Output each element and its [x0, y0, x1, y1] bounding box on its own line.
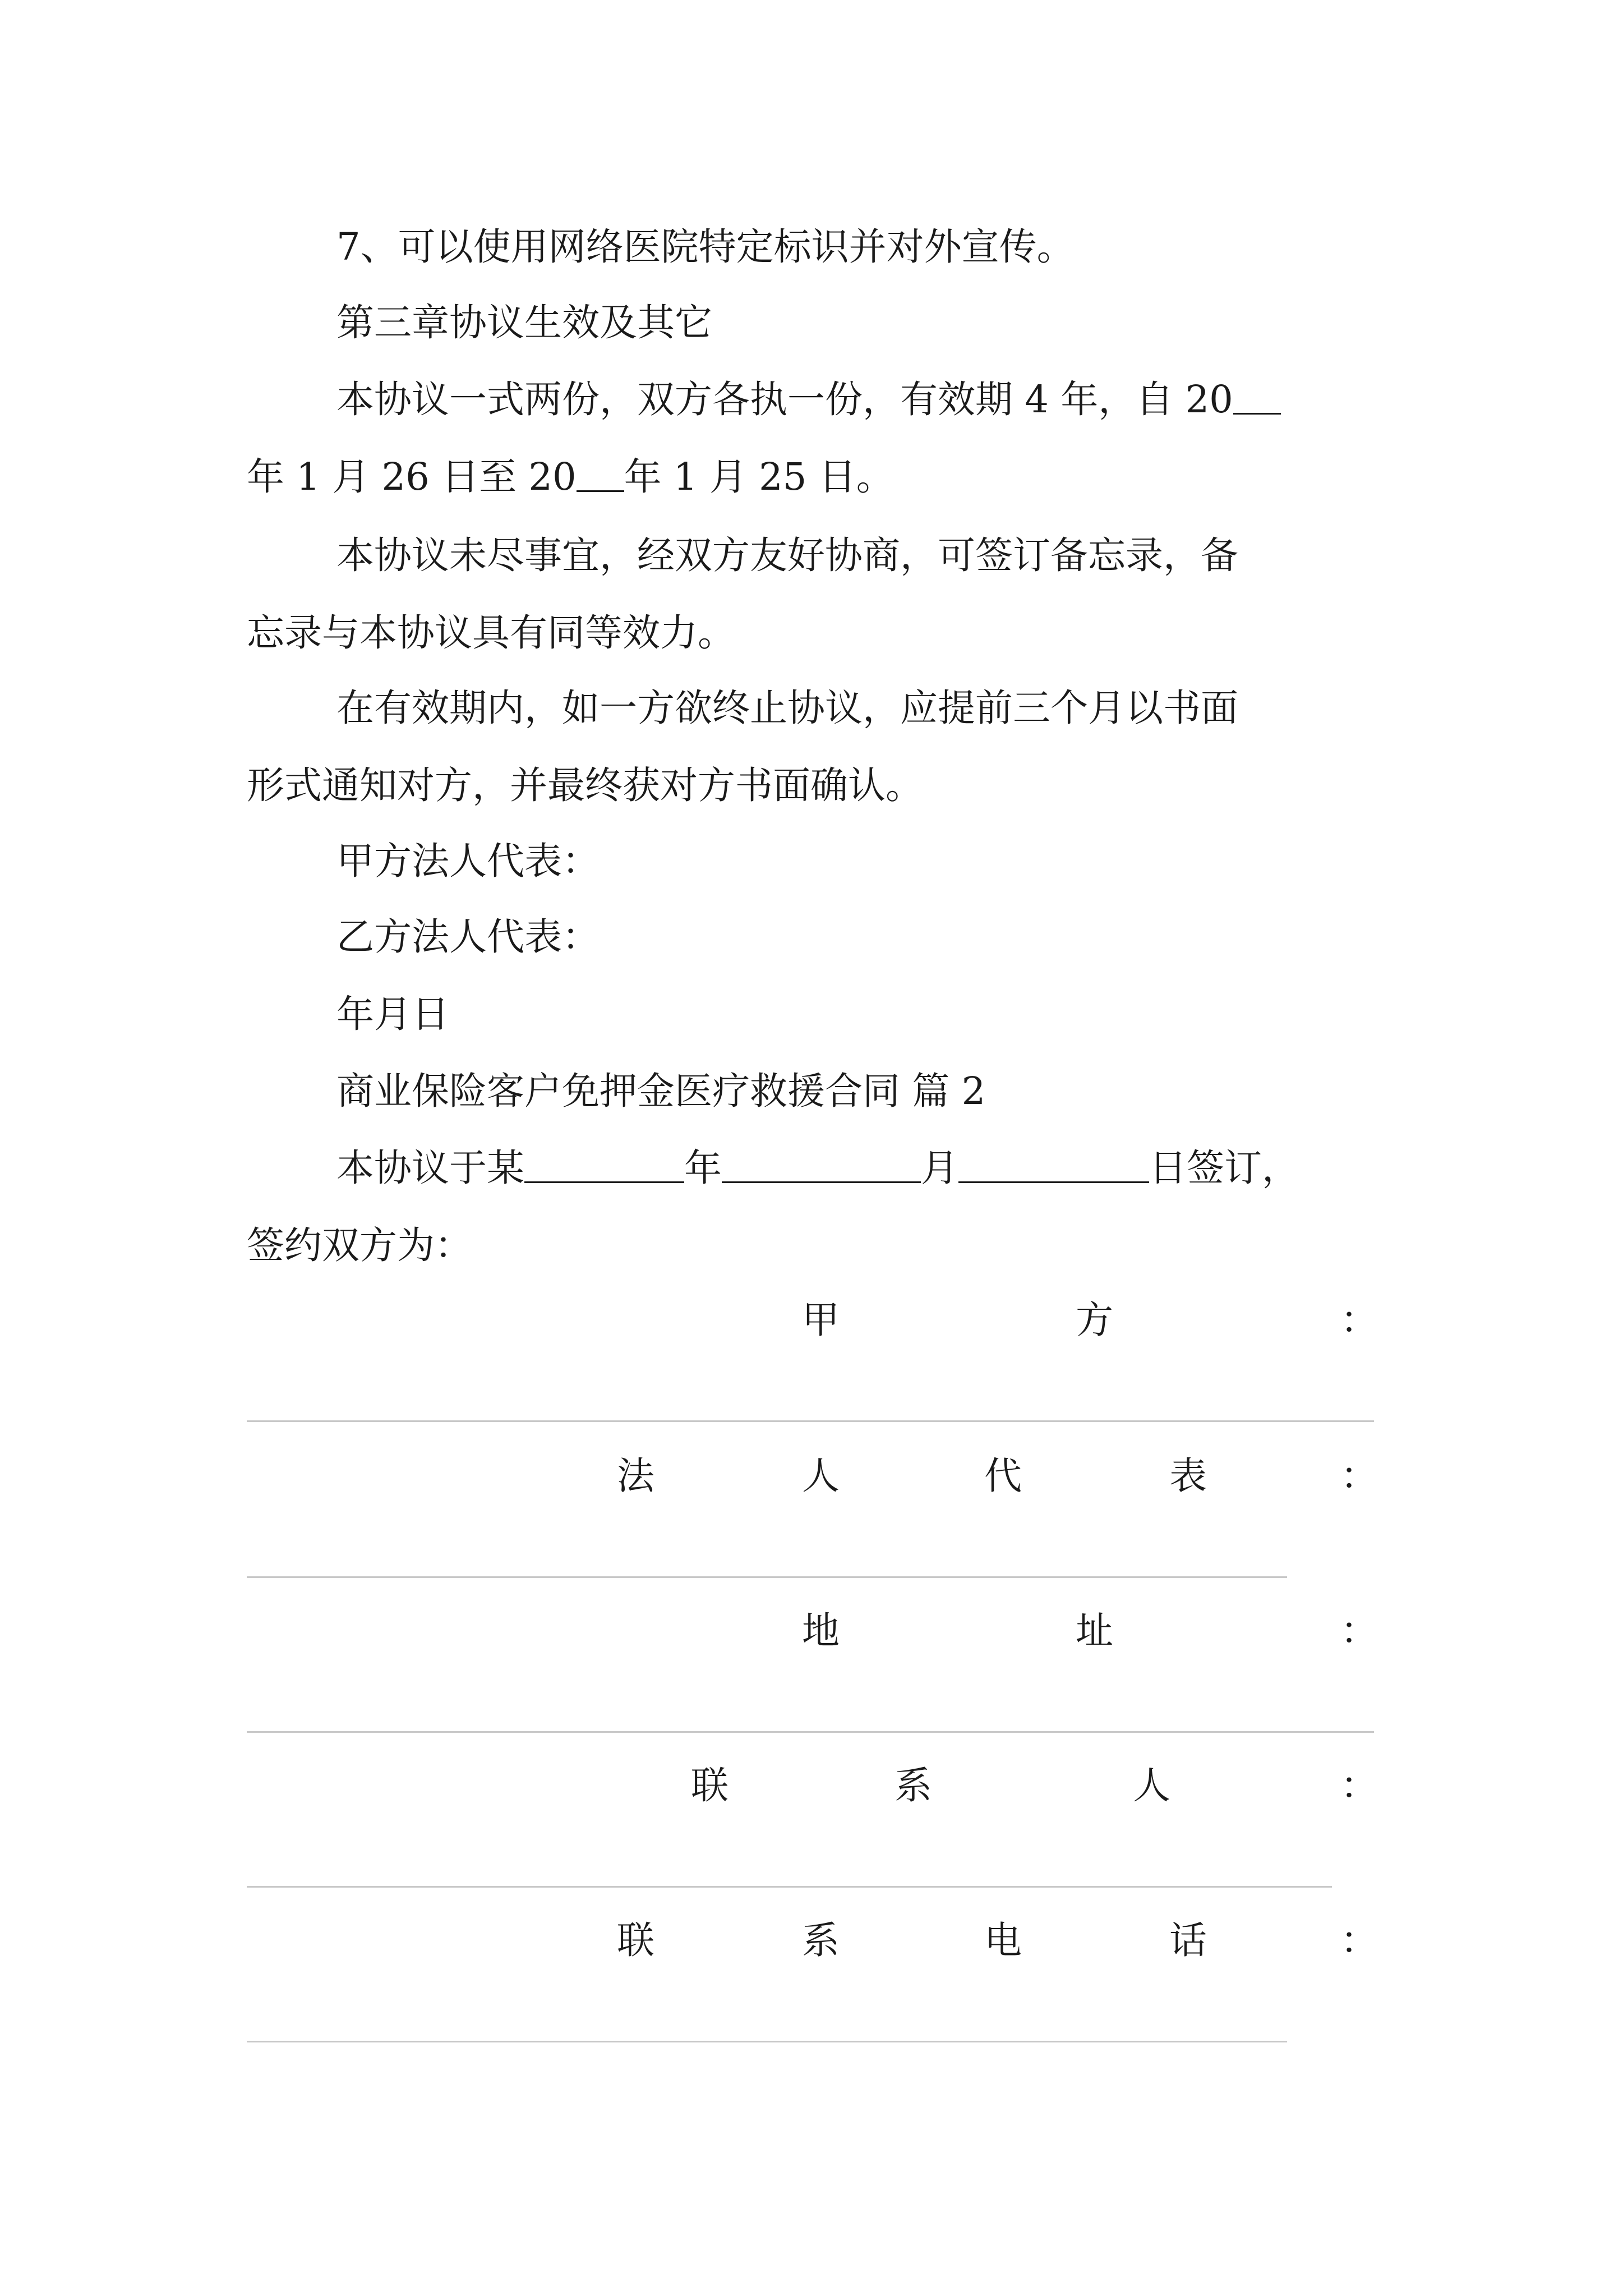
- label-char: 人: [802, 1454, 840, 1498]
- validity-line-2: [247, 454, 1391, 499]
- signing-line-2: 签约双方为：: [247, 1223, 472, 1267]
- contract-title: 商业保险客户免押金医疗救援合同 篇 2: [336, 1069, 986, 1113]
- label-colon: ：: [1340, 1454, 1378, 1498]
- party-a-fill-line: [247, 1420, 1374, 1422]
- signing-line-1: [336, 1145, 1391, 1190]
- phone-fill-line: [247, 2041, 1287, 2042]
- party-a-rep-label: 甲方法人代表：: [336, 839, 600, 883]
- label-char: 表: [1169, 1454, 1207, 1498]
- signing-text-1: 本协议于某: [336, 1146, 524, 1190]
- contact-fill-line: [247, 1886, 1332, 1888]
- legal-rep-fill-line: [247, 1576, 1287, 1578]
- label-char: 话: [1169, 1918, 1207, 1962]
- label-colon: ：: [1340, 1609, 1378, 1653]
- memo-line-2: 忘录与本协议具有同等效力。: [247, 611, 735, 655]
- validity-text-3: 年 1 月 25 日。: [624, 455, 894, 499]
- label-char: 法: [617, 1454, 654, 1498]
- legal-rep-field-label: [0, 1451, 1623, 1501]
- signing-text-2: 年: [684, 1146, 722, 1190]
- party-b-rep-label: 乙方法人代表：: [336, 915, 600, 959]
- signing-month-blank: [722, 1148, 921, 1183]
- validity-text-1: 本协议一式两份，双方各执一份，有效期 4 年，自 20: [336, 378, 1233, 421]
- clause-7: 7、可以使用网络医院特定标识并对外宣传。: [336, 225, 1075, 269]
- label-char: 甲: [802, 1298, 840, 1342]
- phone-field-label: [0, 1915, 1623, 1966]
- termination-line-2: 形式通知对方，并最终获对方书面确认。: [247, 763, 923, 807]
- label-char: 方: [1076, 1298, 1113, 1342]
- party-a-field-label: [0, 1295, 1623, 1345]
- label-char: 联: [691, 1764, 728, 1807]
- label-char: 系: [895, 1764, 932, 1807]
- chapter-3-heading: 第三章协议生效及其它: [336, 301, 712, 344]
- label-colon: ：: [1340, 1298, 1378, 1342]
- year-blank-2: [577, 457, 624, 492]
- address-field-label: [0, 1605, 1623, 1656]
- address-fill-line: [247, 1731, 1374, 1733]
- label-char: 联: [617, 1918, 654, 1962]
- signing-day-blank: [958, 1148, 1149, 1183]
- label-char: 代: [984, 1454, 1022, 1498]
- label-char: 址: [1076, 1609, 1113, 1653]
- label-colon: ：: [1340, 1764, 1378, 1807]
- signing-text-4: 日签订，: [1149, 1146, 1299, 1190]
- label-char: 系: [802, 1918, 840, 1962]
- date-label: 年月日: [336, 992, 449, 1036]
- label-char: 电: [984, 1918, 1022, 1962]
- memo-line-1: 本协议未尽事宜，经双方友好协商，可签订备忘录，备: [336, 533, 1238, 577]
- validity-line-1: [336, 377, 1391, 422]
- signing-text-3: 月: [921, 1146, 958, 1190]
- label-char: 地: [802, 1609, 840, 1653]
- year-blank-1: [1233, 379, 1281, 415]
- label-colon: ：: [1340, 1918, 1378, 1962]
- contact-field-label: [0, 1760, 1623, 1811]
- label-char: 人: [1133, 1764, 1170, 1807]
- validity-text-2: 年 1 月 26 日至 20: [247, 455, 577, 499]
- signing-year-blank: [524, 1148, 684, 1183]
- termination-line-1: 在有效期内，如一方欲终止协议，应提前三个月以书面: [336, 686, 1238, 730]
